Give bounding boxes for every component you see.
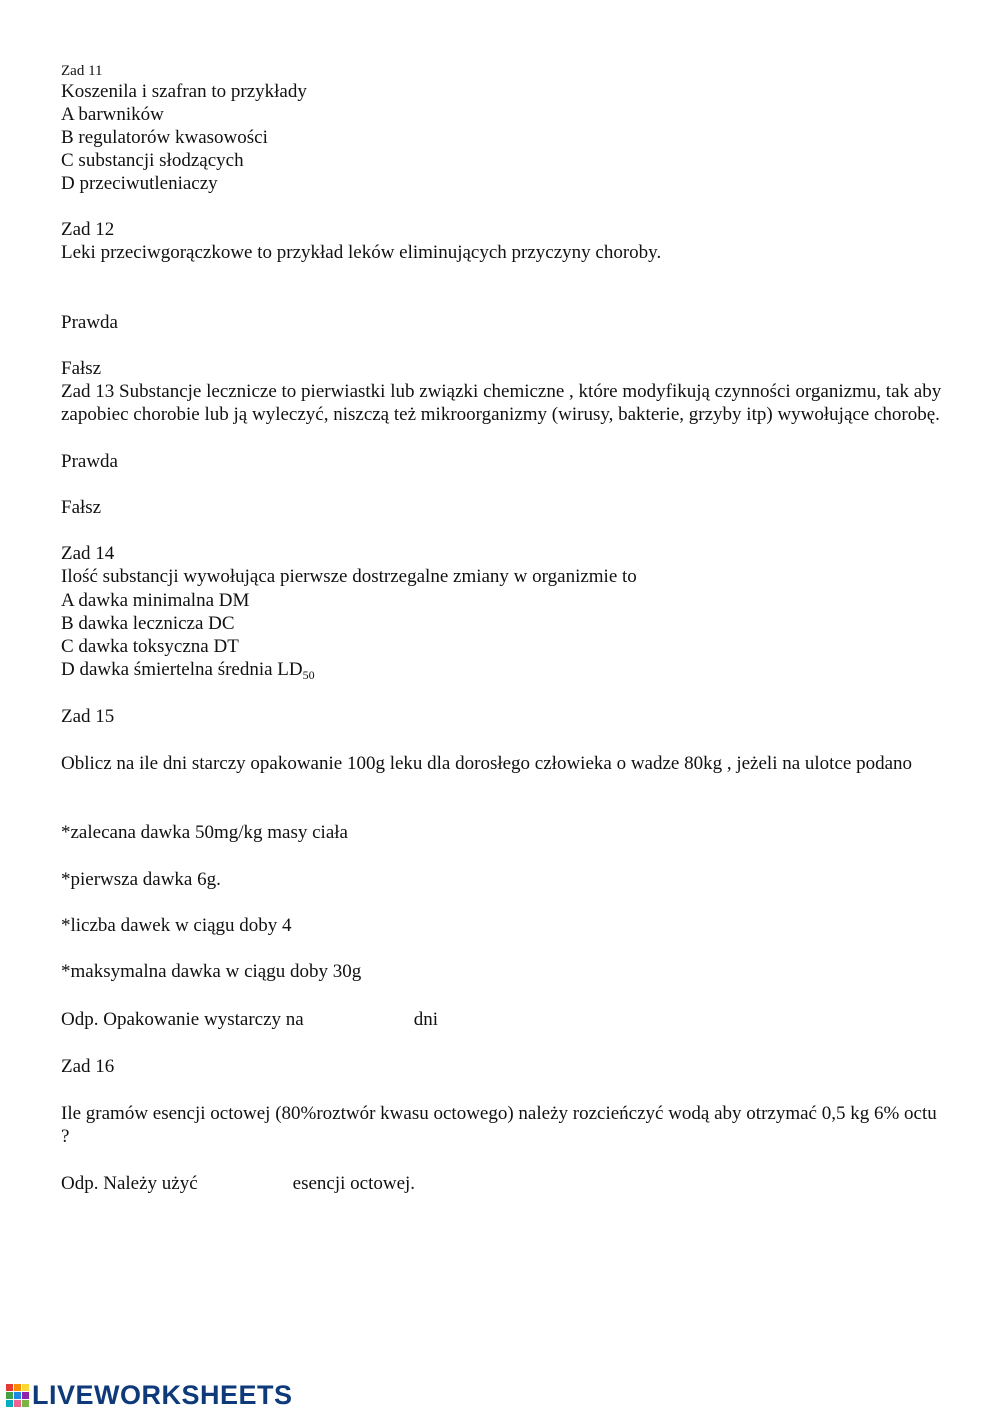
zad16-question: Ile gramów esencji octowej (80%roztwór kwasu octowego) należy rozcieńczyć wodą aby otrzymać 0,5 kg 6% octu ? [61, 1103, 937, 1147]
zad11-option-b[interactable]: B regulatorów kwasowości [61, 127, 268, 148]
zad15-question: Oblicz na ile dni starczy opakowanie 100g leku dla dorosłego człowieka o wadze 80kg , jeżeli na ulotce podano [61, 753, 913, 774]
zad15-fact-4: *maksymalna dawka w ciągu doby 30g [61, 961, 362, 982]
zad11-question: Koszenila i szafran to przykłady [61, 81, 307, 102]
zad16-heading: Zad 16 [61, 1056, 115, 1077]
zad15-answer-prefix: Odp. Opakowanie wystarczy na [61, 1009, 304, 1030]
zad12-heading: Zad 12 [61, 219, 115, 240]
logo-text: LIVEWORKSHEETS [32, 1379, 293, 1410]
zad14-option-d[interactable] [61, 658, 315, 681]
liveworksheets-logo [6, 1379, 293, 1411]
zad16-answer-prefix: Odp. Należy użyć [61, 1173, 198, 1194]
zad13-question: Zad 13 Substancje lecznicze to pierwiastki lub związki chemiczne , które modyfikują czynności organizmu, tak aby zapobiec chorobie lub ją wyleczyć, niszczą też mikroorganizmy (wirusy, bakterie, grzyby itp) wywołujące chorobę. [61, 381, 942, 425]
zad11-option-d[interactable]: D przeciwutleniaczy [61, 173, 218, 194]
ld50-subscript: 50 [302, 668, 315, 682]
zad15-answer [61, 1008, 438, 1031]
zad14-option-d-text: D dawka śmiertelna średnia LD [61, 659, 303, 680]
zad11-heading: Zad 11 [61, 63, 103, 79]
logo-blocks-icon [6, 1384, 29, 1407]
zad16-answer-suffix: esencji octowej. [292, 1173, 416, 1194]
zad15-fact-2: *pierwsza dawka 6g. [61, 869, 221, 890]
zad11-option-a[interactable]: A barwników [61, 104, 164, 125]
zad14-heading: Zad 14 [61, 543, 115, 564]
zad14-option-b[interactable]: B dawka lecznicza DC [61, 613, 235, 634]
zad15-heading: Zad 15 [61, 706, 115, 727]
zad16-answer [61, 1172, 415, 1195]
zad14-option-c[interactable]: C dawka toksyczna DT [61, 636, 239, 657]
zad15-fact-1: *zalecana dawka 50mg/kg masy ciała [61, 822, 348, 843]
zad13-false-option[interactable]: Fałsz [61, 497, 102, 518]
zad15-answer-suffix: dni [413, 1009, 438, 1030]
zad13-true-option[interactable]: Prawda [61, 451, 118, 472]
zad11-option-c[interactable]: C substancji słodzących [61, 150, 244, 171]
zad14-question: Ilość substancji wywołująca pierwsze dostrzegalne zmiany w organizmie to [61, 566, 637, 587]
zad12-false-option[interactable]: Fałsz [61, 358, 102, 379]
zad12-question: Leki przeciwgorączkowe to przykład leków eliminujących przyczyny choroby. [61, 242, 662, 263]
zad12-true-option[interactable]: Prawda [61, 312, 118, 333]
zad14-option-a[interactable]: A dawka minimalna DM [61, 590, 250, 611]
zad15-fact-3: *liczba dawek w ciągu doby 4 [61, 915, 292, 936]
